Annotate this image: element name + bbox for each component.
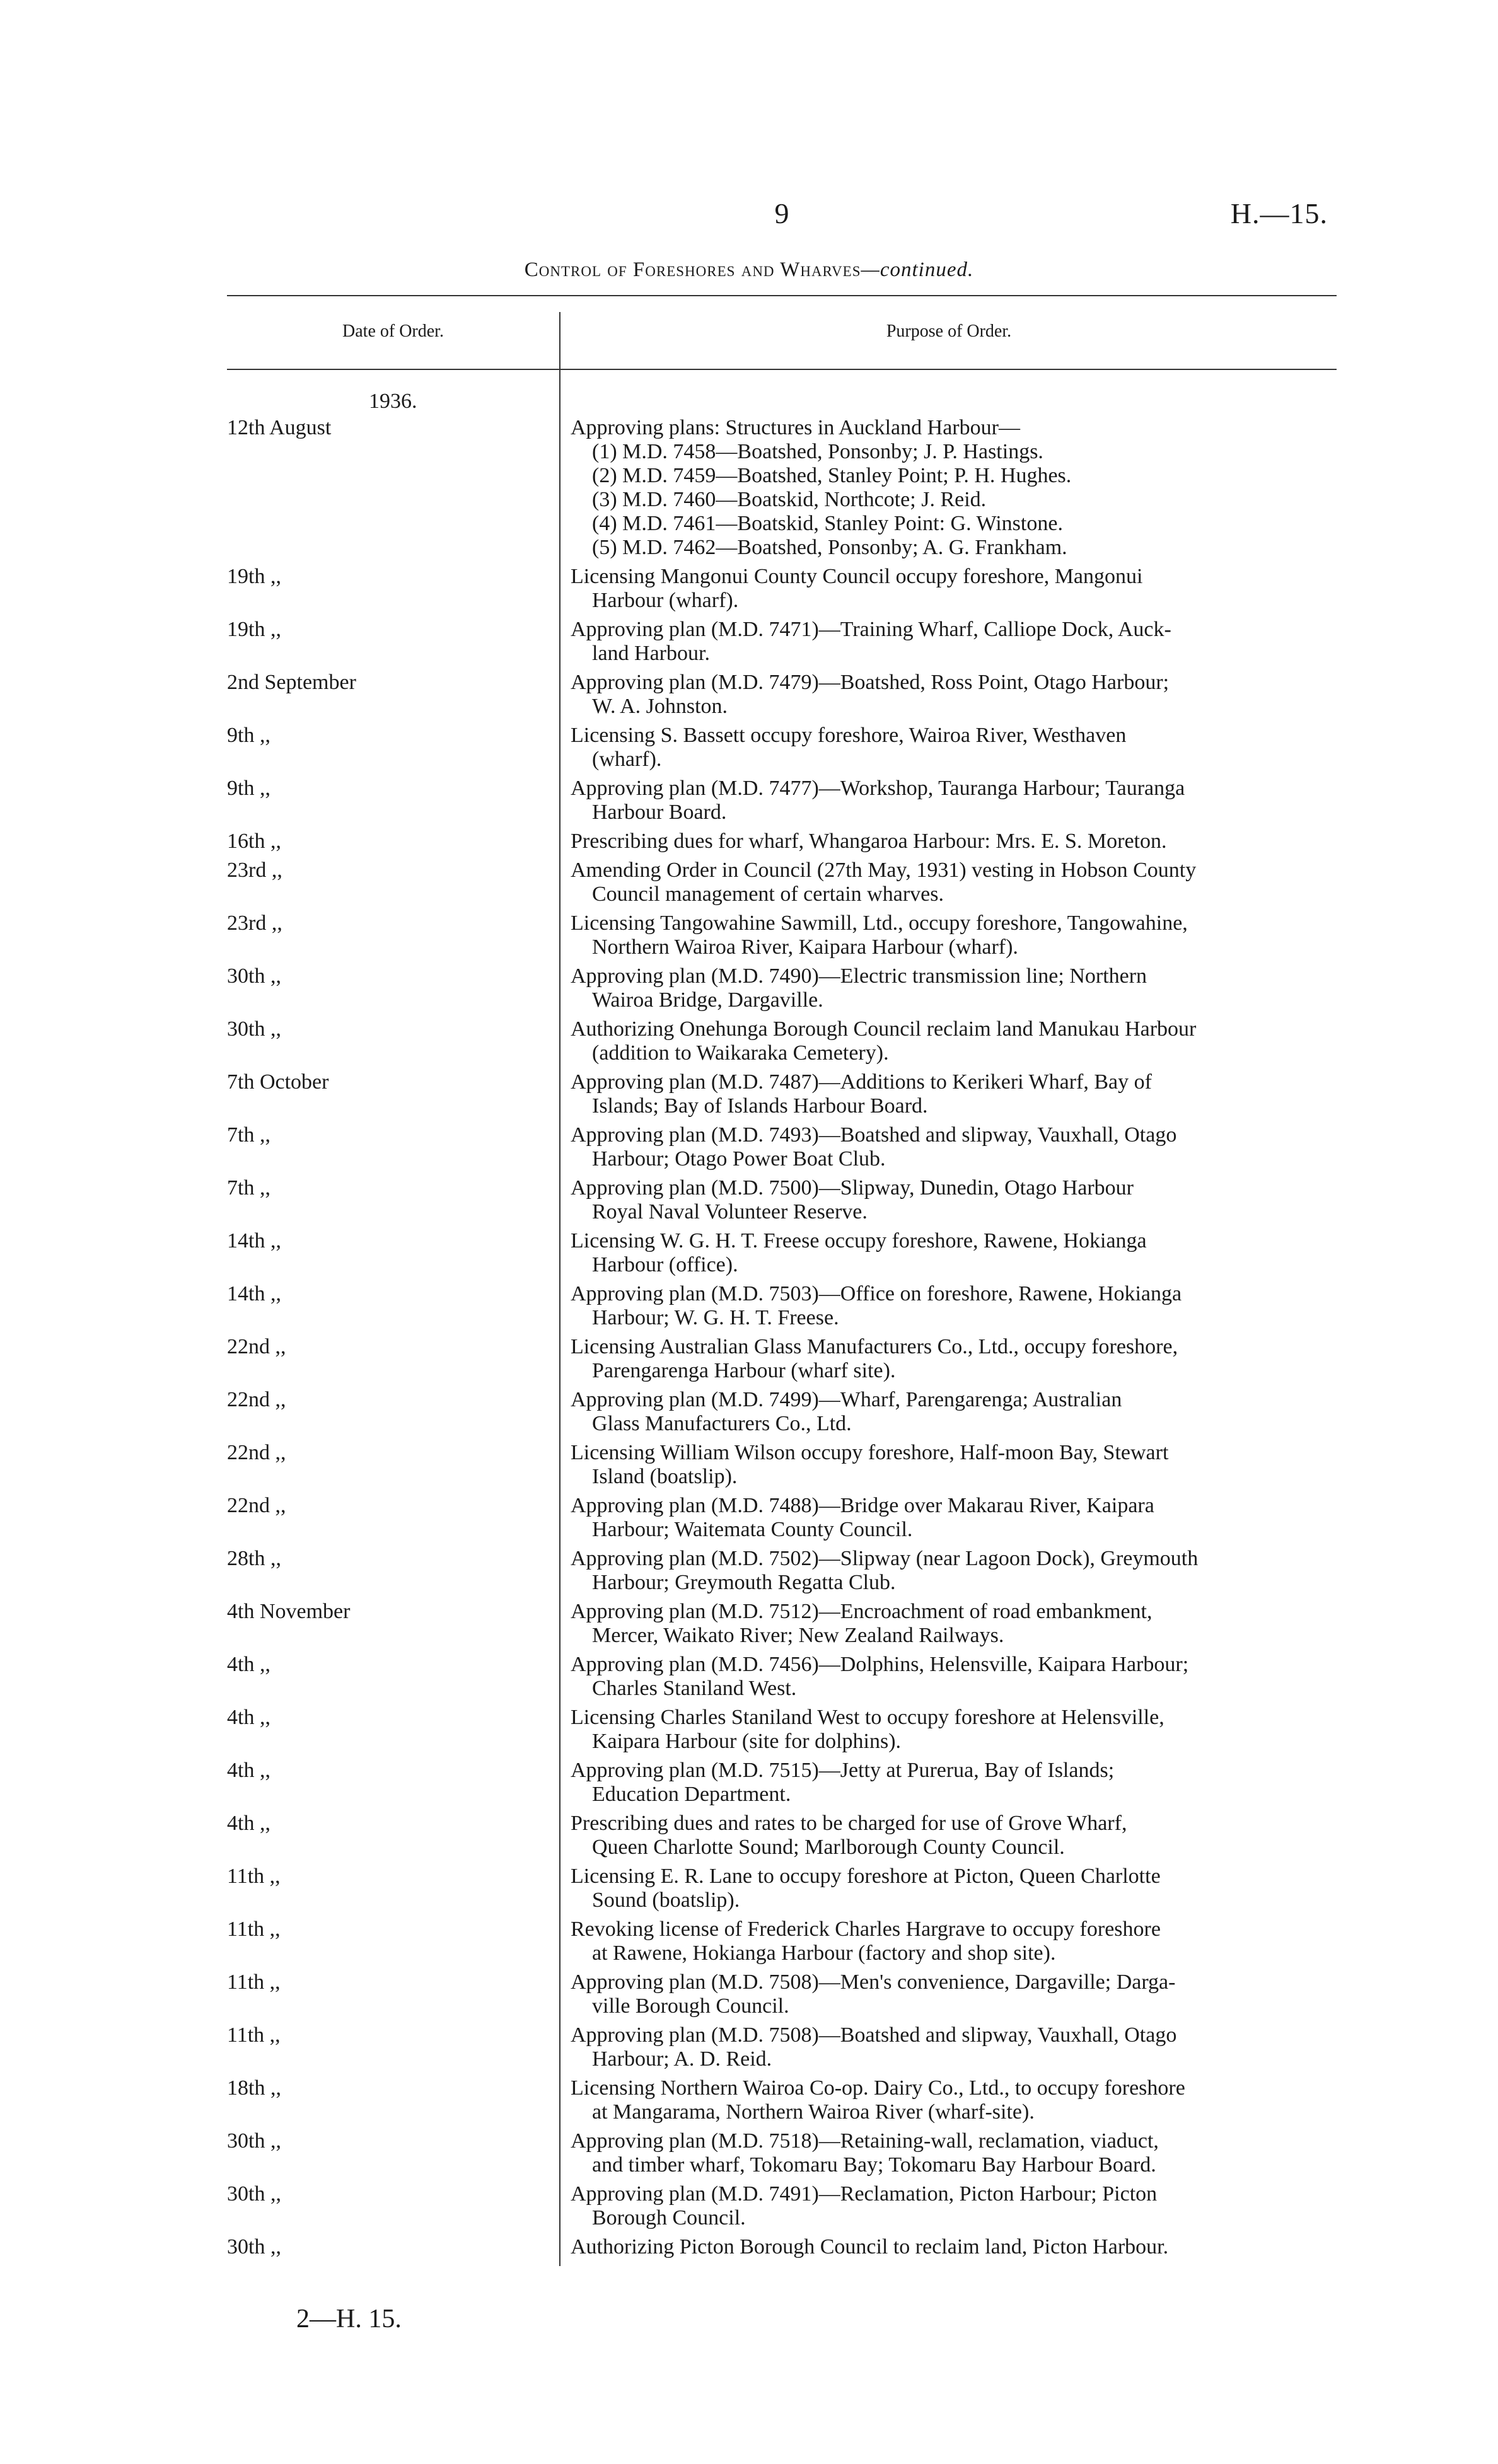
order-date: 22nd ,, xyxy=(227,1388,286,1411)
order-date: 11th ,, xyxy=(227,1917,281,1941)
order-date: 30th ,, xyxy=(227,2235,281,2259)
purpose-line: ville Borough Council. xyxy=(592,1994,789,2018)
order-date: 4th ,, xyxy=(227,1653,270,1676)
purpose-line: Harbour; Greymouth Regatta Club. xyxy=(592,1571,896,1594)
order-purpose xyxy=(571,618,1321,666)
table-year: 1936. xyxy=(369,390,417,413)
order-purpose xyxy=(571,1865,1321,1912)
purpose-line: (addition to Waikaraka Cemetery). xyxy=(592,1041,889,1065)
purpose-line: Sound (boatslip). xyxy=(592,1888,740,1912)
purpose-line: Harbour (wharf). xyxy=(592,589,739,612)
purpose-line: Amending Order in Council (27th May, 1931) vesting in Hobson County xyxy=(571,859,1197,882)
purpose-line: Licensing E. R. Lane to occupy foreshore at Picton, Queen Charlotte xyxy=(571,1865,1161,1888)
purpose-line: Approving plan (M.D. 7488)—Bridge over Makarau River, Kaipara xyxy=(571,1494,1154,1517)
order-purpose xyxy=(571,1282,1321,1330)
order-purpose xyxy=(571,1970,1321,2018)
purpose-line: Approving plan (M.D. 7490)—Electric transmission line; Northern xyxy=(571,964,1147,988)
purpose-line: (1) M.D. 7458—Boatshed, Ponsonby; J. P. Hastings. xyxy=(592,440,1043,463)
order-purpose xyxy=(571,1176,1321,1224)
order-date: 23rd ,, xyxy=(227,859,282,882)
purpose-line: Glass Manufacturers Co., Ltd. xyxy=(592,1412,852,1435)
order-purpose xyxy=(571,1388,1321,1436)
order-date: 14th ,, xyxy=(227,1229,281,1252)
purpose-line: Kaipara Harbour (site for dolphins). xyxy=(592,1730,902,1753)
order-date: 16th ,, xyxy=(227,830,281,853)
order-date: 7th October xyxy=(227,1070,329,1094)
order-purpose xyxy=(571,1017,1321,1065)
purpose-line: Parengarenga Harbour (wharf site). xyxy=(592,1359,896,1382)
purpose-line: at Mangarama, Northern Wairoa River (wharf-site). xyxy=(592,2100,1035,2124)
order-purpose xyxy=(571,830,1321,853)
order-purpose xyxy=(571,724,1321,772)
order-date: 7th ,, xyxy=(227,1176,270,1200)
order-date: 4th November xyxy=(227,1600,351,1623)
order-purpose xyxy=(571,964,1321,1012)
section-heading xyxy=(0,258,1498,282)
order-purpose xyxy=(571,1759,1321,1807)
footer-signature: 2—H. 15. xyxy=(296,2305,402,2334)
purpose-line: Harbour; Waitemata County Council. xyxy=(592,1518,913,1541)
purpose-line: Approving plan (M.D. 7503)—Office on foreshore, Rawene, Hokianga xyxy=(571,1282,1182,1305)
purpose-line: Harbour; Otago Power Boat Club. xyxy=(592,1147,886,1171)
order-purpose xyxy=(571,1812,1321,1860)
purpose-line: at Rawene, Hokianga Harbour (factory and shop site). xyxy=(592,1941,1056,1965)
order-purpose xyxy=(571,1917,1321,1965)
purpose-line: Charles Staniland West. xyxy=(592,1677,797,1700)
purpose-line: Approving plan (M.D. 7502)—Slipway (near Lagoon Dock), Greymouth xyxy=(571,1547,1199,1570)
order-date: 9th ,, xyxy=(227,724,270,747)
order-purpose xyxy=(571,1494,1321,1542)
purpose-line: Licensing Australian Glass Manufacturers Co., Ltd., occupy foreshore, xyxy=(571,1335,1178,1358)
purpose-line: Authorizing Onehunga Borough Council reclaim land Manukau Harbour xyxy=(571,1017,1197,1041)
purpose-line: Prescribing dues and rates to be charged for use of Grove Wharf, xyxy=(571,1812,1127,1835)
purpose-line: Approving plan (M.D. 7508)—Boatshed and slipway, Vauxhall, Otago xyxy=(571,2023,1177,2047)
purpose-line: Licensing Charles Staniland West to occupy foreshore at Helensville, xyxy=(571,1706,1164,1729)
purpose-line: Licensing Tangowahine Sawmill, Ltd., occupy foreshore, Tangowahine, xyxy=(571,911,1188,935)
purpose-line: (3) M.D. 7460—Boatskid, Northcote; J. Reid. xyxy=(592,488,987,511)
purpose-line: and timber wharf, Tokomaru Bay; Tokomaru Bay Harbour Board. xyxy=(592,2153,1156,2177)
order-date: 4th ,, xyxy=(227,1812,270,1835)
purpose-line: Island (boatslip). xyxy=(592,1465,738,1488)
order-date: 9th ,, xyxy=(227,777,270,800)
purpose-line: Prescribing dues for wharf, Whangaroa Harbour: Mrs. E. S. Moreton. xyxy=(571,830,1167,853)
purpose-line: Queen Charlotte Sound; Marlborough County Council. xyxy=(592,1836,1065,1859)
purpose-line: Approving plan (M.D. 7491)—Reclamation, Picton Harbour; Picton xyxy=(571,2182,1158,2206)
order-purpose xyxy=(571,2023,1321,2071)
order-date: 7th ,, xyxy=(227,1123,270,1147)
purpose-line: Royal Naval Volunteer Reserve. xyxy=(592,1200,868,1223)
purpose-line: (5) M.D. 7462—Boatshed, Ponsonby; A. G. Frankham. xyxy=(592,536,1067,559)
purpose-line: (2) M.D. 7459—Boatshed, Stanley Point; P. H. Hughes. xyxy=(592,464,1072,487)
order-date: 22nd ,, xyxy=(227,1335,286,1358)
order-date: 23rd ,, xyxy=(227,911,282,935)
purpose-line: Harbour Board. xyxy=(592,801,727,824)
order-purpose xyxy=(571,2076,1321,2124)
order-date: 4th ,, xyxy=(227,1706,270,1729)
purpose-line: Approving plan (M.D. 7487)—Additions to Kerikeri Wharf, Bay of xyxy=(571,1070,1152,1094)
purpose-line: Approving plan (M.D. 7508)—Men's convenience, Dargaville; Darga- xyxy=(571,1970,1176,1994)
order-date: 11th ,, xyxy=(227,2023,281,2047)
order-purpose xyxy=(571,1123,1321,1171)
purpose-line: Approving plan (M.D. 7500)—Slipway, Dunedin, Otago Harbour xyxy=(571,1176,1134,1200)
purpose-line: Approving plan (M.D. 7477)—Workshop, Tauranga Harbour; Tauranga xyxy=(571,777,1185,800)
order-date: 30th ,, xyxy=(227,2182,281,2206)
purpose-line: (4) M.D. 7461—Boatskid, Stanley Point: G. Winstone. xyxy=(592,512,1063,535)
purpose-line: Northern Wairoa River, Kaipara Harbour (wharf). xyxy=(592,935,1018,959)
order-date: 19th ,, xyxy=(227,565,281,588)
column-header-date: Date of Order. xyxy=(342,321,444,341)
purpose-line: Approving plan (M.D. 7518)—Retaining-wall, reclamation, viaduct, xyxy=(571,2129,1159,2153)
purpose-line: Licensing Mangonui County Council occupy foreshore, Mangonui xyxy=(571,565,1143,588)
purpose-line: Islands; Bay of Islands Harbour Board. xyxy=(592,1094,928,1118)
column-header-purpose: Purpose of Order. xyxy=(886,321,1012,341)
order-purpose xyxy=(571,1441,1321,1489)
order-purpose xyxy=(571,1070,1321,1118)
purpose-line: Authorizing Picton Borough Council to reclaim land, Picton Harbour. xyxy=(571,2235,1169,2259)
purpose-line: land Harbour. xyxy=(592,642,710,665)
order-date: 11th ,, xyxy=(227,1865,281,1888)
order-date: 12th August xyxy=(227,416,332,439)
order-date: 22nd ,, xyxy=(227,1494,286,1517)
order-date: 30th ,, xyxy=(227,1017,281,1041)
order-date: 4th ,, xyxy=(227,1759,270,1782)
table-top-rule xyxy=(227,295,1337,296)
order-date: 19th ,, xyxy=(227,618,281,641)
purpose-line: Council management of certain wharves. xyxy=(592,882,944,906)
table-header-rule xyxy=(227,369,1337,370)
order-date: 30th ,, xyxy=(227,964,281,988)
order-purpose xyxy=(571,777,1321,824)
order-purpose xyxy=(571,1706,1321,1754)
order-date: 28th ,, xyxy=(227,1547,281,1570)
purpose-line: Approving plan (M.D. 7493)—Boatshed and slipway, Vauxhall, Otago xyxy=(571,1123,1177,1147)
order-date: 22nd ,, xyxy=(227,1441,286,1464)
order-purpose xyxy=(571,911,1321,959)
section-heading-title: Control of Foreshores and Wharves xyxy=(524,258,861,281)
purpose-line: Approving plan (M.D. 7512)—Encroachment of road embankment, xyxy=(571,1600,1153,1623)
purpose-line: Approving plans: Structures in Auckland Harbour— xyxy=(571,416,1020,439)
order-date: 18th ,, xyxy=(227,2076,281,2100)
purpose-line: Mercer, Waikato River; New Zealand Railways. xyxy=(592,1624,1004,1647)
purpose-line: Harbour; W. G. H. T. Freese. xyxy=(592,1306,839,1329)
purpose-line: Licensing S. Bassett occupy foreshore, Wairoa River, Westhaven xyxy=(571,724,1127,747)
purpose-line: Approving plan (M.D. 7479)—Boatshed, Ross Point, Otago Harbour; xyxy=(571,671,1170,694)
purpose-line: W. A. Johnston. xyxy=(592,695,728,718)
purpose-line: Licensing William Wilson occupy foreshore, Half-moon Bay, Stewart xyxy=(571,1441,1169,1464)
purpose-line: Approving plan (M.D. 7499)—Wharf, Parengarenga; Australian xyxy=(571,1388,1122,1411)
order-date: 11th ,, xyxy=(227,1970,281,1994)
order-date: 2nd September xyxy=(227,671,356,694)
purpose-line: (wharf). xyxy=(592,748,662,771)
order-purpose xyxy=(571,1547,1321,1595)
page-number: 9 xyxy=(774,197,789,229)
purpose-line: Approving plan (M.D. 7456)—Dolphins, Helensville, Kaipara Harbour; xyxy=(571,1653,1189,1676)
order-purpose xyxy=(571,1600,1321,1648)
section-heading-continued: —continued. xyxy=(861,258,974,281)
order-date: 14th ,, xyxy=(227,1282,281,1305)
purpose-line: Education Department. xyxy=(592,1783,791,1806)
purpose-line: Licensing W. G. H. T. Freese occupy foreshore, Rawene, Hokianga xyxy=(571,1229,1147,1252)
order-purpose xyxy=(571,2182,1321,2230)
document-reference: H.—15. xyxy=(1230,197,1328,229)
purpose-line: Harbour (office). xyxy=(592,1253,738,1276)
purpose-line: Borough Council. xyxy=(592,2206,746,2230)
purpose-line: Wairoa Bridge, Dargaville. xyxy=(592,988,823,1012)
order-purpose xyxy=(571,565,1321,613)
order-purpose xyxy=(571,1229,1321,1277)
order-purpose xyxy=(571,671,1321,719)
purpose-line: Revoking license of Frederick Charles Hargrave to occupy foreshore xyxy=(571,1917,1161,1941)
order-purpose xyxy=(571,2235,1321,2259)
order-purpose xyxy=(571,1653,1321,1701)
order-purpose xyxy=(571,1335,1321,1383)
purpose-line: Licensing Northern Wairoa Co-op. Dairy Co., Ltd., to occupy foreshore xyxy=(571,2076,1185,2100)
order-purpose xyxy=(571,2129,1321,2177)
purpose-line: Approving plan (M.D. 7471)—Training Wharf, Calliope Dock, Auck- xyxy=(571,618,1171,641)
order-date: 30th ,, xyxy=(227,2129,281,2153)
order-purpose xyxy=(571,416,1321,560)
purpose-line: Approving plan (M.D. 7515)—Jetty at Purerua, Bay of Islands; xyxy=(571,1759,1115,1782)
order-purpose xyxy=(571,859,1321,906)
purpose-line: Harbour; A. D. Reid. xyxy=(592,2047,772,2071)
